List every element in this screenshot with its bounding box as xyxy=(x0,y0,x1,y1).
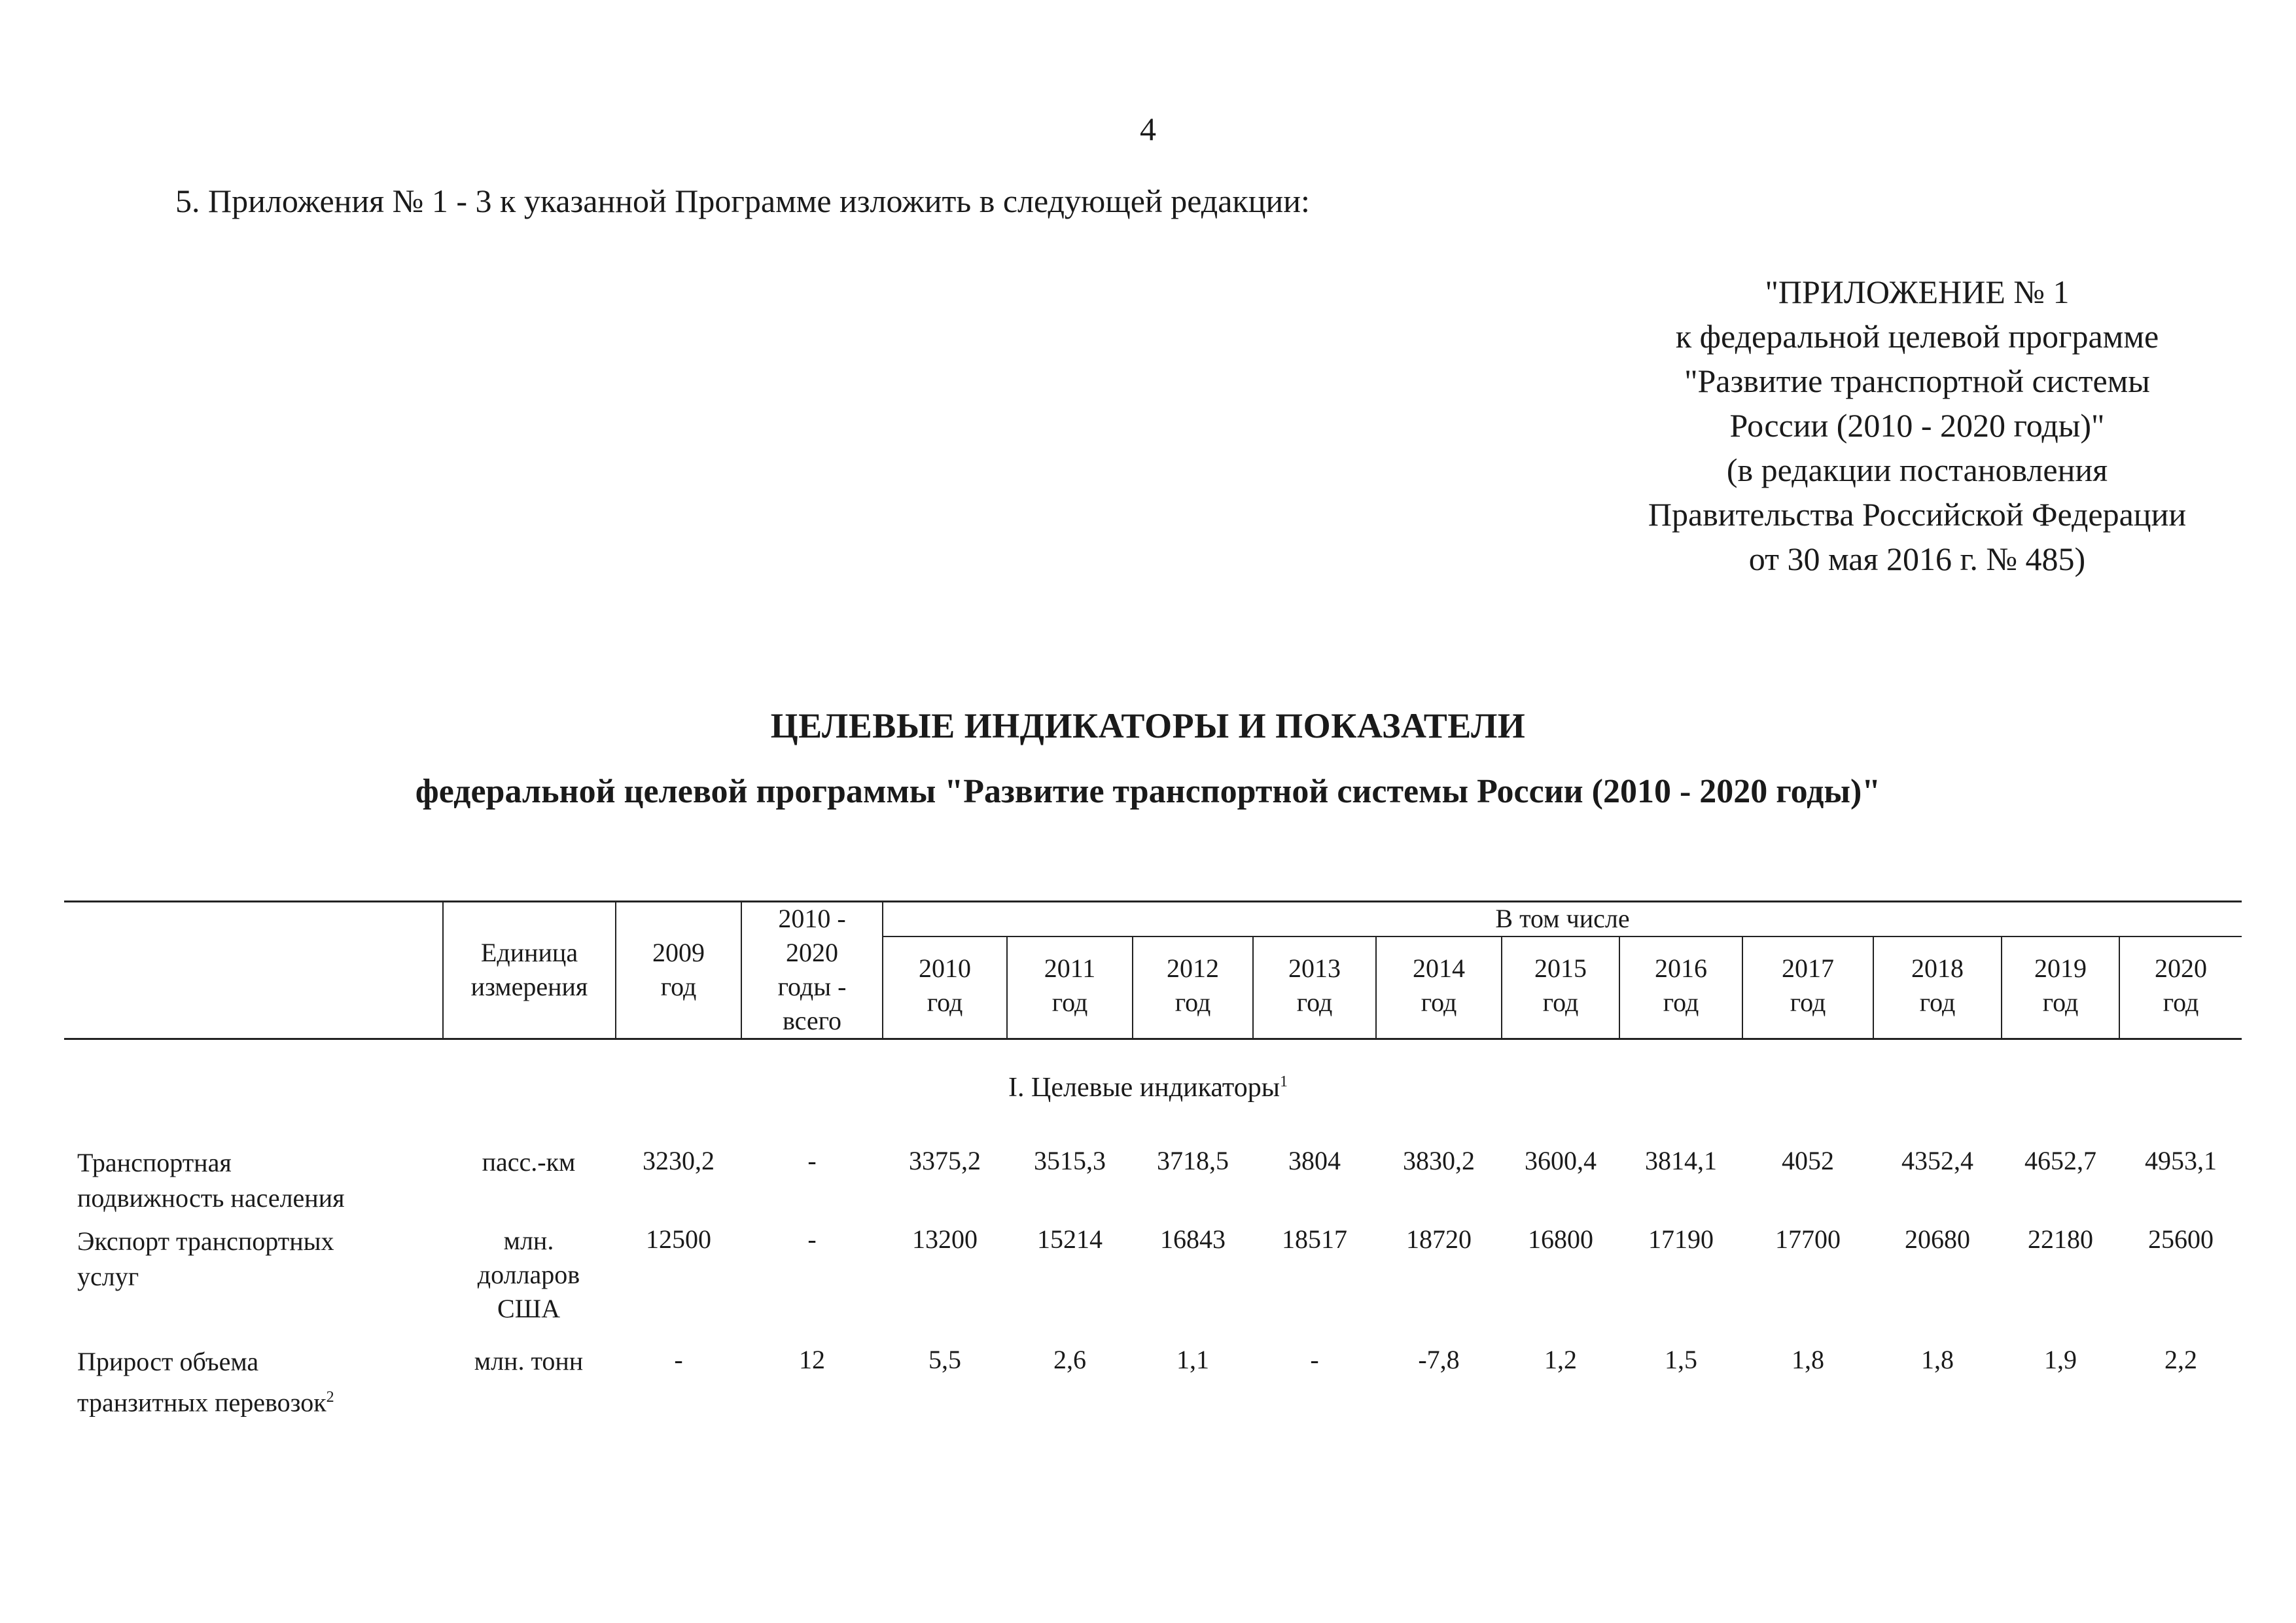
table-cell: 2,6 xyxy=(1053,1345,1086,1374)
header-2009: 2009 год xyxy=(652,938,705,1001)
intro-paragraph: 5. Приложения № 1 - 3 к указанной Программе изложить в следующей редакции: xyxy=(175,183,1310,219)
table-cell: - xyxy=(1310,1345,1319,1374)
table-cell: 1,8 xyxy=(1792,1345,1824,1374)
footnote-mark: 2 xyxy=(326,1389,334,1406)
table-cell: 4953,1 xyxy=(2145,1146,2217,1175)
header-year-2010: 2010 год xyxy=(919,954,971,1017)
table-cell: 17190 xyxy=(1648,1224,1714,1254)
table-cell: 3830,2 xyxy=(1403,1146,1475,1175)
table-cell: 1,9 xyxy=(2044,1345,2077,1374)
header-year-2018: 2018 год xyxy=(1911,954,1964,1017)
row-label-transport-mobility: Транспортная подвижность населения xyxy=(77,1148,345,1213)
table-cell: 3375,2 xyxy=(909,1146,981,1175)
table-cell: 1,1 xyxy=(1176,1345,1209,1374)
footnote-mark: 1 xyxy=(1279,1073,1288,1090)
table-cell: 13200 xyxy=(912,1224,978,1254)
header-year-2011: 2011 год xyxy=(1044,954,1096,1017)
table-cell: 25600 xyxy=(2148,1224,2214,1254)
table-cell: 16843 xyxy=(1160,1224,1226,1254)
table-cell: - xyxy=(807,1146,817,1175)
appendix-line: "Развитие транспортной системы xyxy=(1684,363,2150,399)
table-cell: 3515,3 xyxy=(1034,1146,1106,1175)
table-cell: 20680 xyxy=(1905,1224,1970,1254)
table-cell: 4352,4 xyxy=(1901,1146,1973,1175)
table-cell: 15214 xyxy=(1037,1224,1103,1254)
table-cell: 18517 xyxy=(1282,1224,1347,1254)
table-cell: -7,8 xyxy=(1418,1345,1460,1374)
appendix-line: от 30 мая 2016 г. № 485) xyxy=(1748,541,2086,577)
document-subtitle: федеральной целевой программы "Развитие транспортной системы России (2010 - 2020 годы)" xyxy=(415,773,1881,810)
row-unit: млн. тонн xyxy=(474,1346,584,1376)
appendix-line: Правительства Российской Федерации xyxy=(1648,496,2187,533)
table-cell: 22180 xyxy=(2028,1224,2093,1254)
table-cell: 3600,4 xyxy=(1525,1146,1597,1175)
header-year-2015: 2015 год xyxy=(1534,954,1587,1017)
document-title: ЦЕЛЕВЫЕ ИНДИКАТОРЫ И ПОКАЗАТЕЛИ xyxy=(770,706,1526,745)
table-cell: 12 xyxy=(799,1345,825,1374)
table-cell: 3804 xyxy=(1288,1146,1341,1175)
header-group-in-that-number: В том числе xyxy=(1495,904,1630,933)
table-cell: 1,5 xyxy=(1665,1345,1697,1374)
row-label-transport-export: Экспорт транспортных услуг xyxy=(77,1226,334,1291)
row-unit: пасс.-км xyxy=(482,1147,576,1177)
table-cell: 3230,2 xyxy=(643,1146,715,1175)
table-cell: 12500 xyxy=(646,1224,711,1254)
appendix-line: к федеральной целевой программе xyxy=(1675,318,2159,355)
table-cell: 1,2 xyxy=(1544,1345,1577,1374)
table-cell: 4652,7 xyxy=(2024,1146,2096,1175)
header-group-rule xyxy=(882,936,2242,937)
table-cell: 3814,1 xyxy=(1645,1146,1717,1175)
appendix-line: "ПРИЛОЖЕНИЕ № 1 xyxy=(1765,274,2070,310)
table-cell: 3718,5 xyxy=(1157,1146,1229,1175)
table-cell: 18720 xyxy=(1406,1224,1472,1254)
page-number: 4 xyxy=(1140,111,1156,147)
section-caption: I. Целевые индикаторы$^1$ xyxy=(1008,1073,1288,1103)
appendix-line: (в редакции постановления xyxy=(1726,452,2108,488)
header-year-2016: 2016 год xyxy=(1655,954,1707,1017)
header-year-2019: 2019 год xyxy=(2034,954,2087,1017)
table-cell: 2,2 xyxy=(2164,1345,2197,1374)
table-cell: - xyxy=(674,1345,683,1374)
header-year-2014: 2014 год xyxy=(1413,954,1465,1017)
row-unit: млн. долларов США xyxy=(477,1226,580,1323)
table-cell: 5,5 xyxy=(928,1345,961,1374)
row-label-transit-growth: Прирост объема транзитных перевозок$^2$ xyxy=(77,1347,334,1418)
header-year-2017: 2017 год xyxy=(1782,954,1834,1017)
header-year-2012: 2012 год xyxy=(1167,954,1219,1017)
appendix-header xyxy=(1570,270,2264,581)
table-cell: - xyxy=(807,1224,817,1254)
header-unit: Единица измерения xyxy=(470,938,588,1001)
table-cell: 17700 xyxy=(1775,1224,1841,1254)
header-year-2020: 2020 год xyxy=(2155,954,2207,1017)
table-cell: 1,8 xyxy=(1921,1345,1954,1374)
table-cell: 16800 xyxy=(1528,1224,1593,1254)
table-cell: 4052 xyxy=(1782,1146,1834,1175)
header-bottom-rule xyxy=(64,1038,2242,1040)
appendix-line: России (2010 - 2020 годы)" xyxy=(1729,407,2105,444)
header-year-2013: 2013 год xyxy=(1288,954,1341,1017)
header-total: 2010 - 2020 годы - всего xyxy=(777,904,847,1035)
